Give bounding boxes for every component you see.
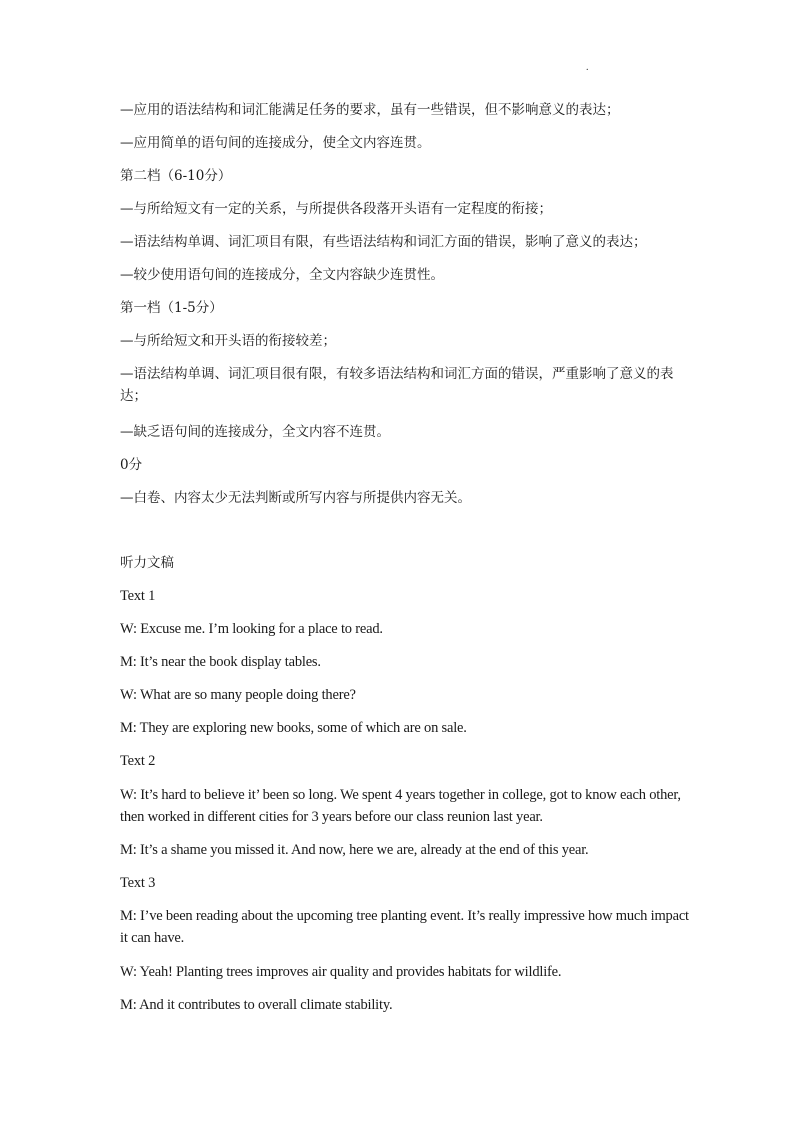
grading-line: —白卷、内容太少无法判断或所写内容与所提供内容无关。 <box>120 490 471 506</box>
grading-line: —与所给短文有一定的关系，与所提供各段落开头语有一定程度的衔接； <box>120 201 552 217</box>
transcript-text-label: Text 3 <box>120 875 156 891</box>
grading-line: —应用简单的语句间的连接成分，使全文内容连贯。 <box>120 135 431 151</box>
grading-line: —缺乏语句间的连接成分，全文内容不连贯。 <box>120 424 390 440</box>
grading-line: —语法结构单调、词汇项目有限，有些语法结构和词汇方面的错误，影响了意义的表达； <box>120 234 647 250</box>
grading-line: —与所给短文和开头语的衔接较差； <box>120 333 336 349</box>
transcript-line: W: It’s hard to believe it’ been so long. We spent 4 years together in college, got to know each other, then worked in different cities for 3 years before our class reunion last year. <box>120 787 681 825</box>
page-mark: . <box>586 62 589 73</box>
grading-tier-heading: 0分 <box>120 457 143 473</box>
transcript-line: M: I’ve been reading about the upcoming tree planting event. It’s really impressive how much impact it can have. <box>120 908 689 946</box>
grading-line: —较少使用语句间的连接成分，全文内容缺少连贯性。 <box>120 267 444 283</box>
transcript-heading: 听力文稿 <box>120 555 174 571</box>
transcript-line: W: Excuse me. I’m looking for a place to read. <box>120 621 383 637</box>
transcript-line: M: They are exploring new books, some of which are on sale. <box>120 720 467 736</box>
grading-tier-heading: 第一档（1-5分） <box>120 300 223 316</box>
transcript-line: W: Yeah! Planting trees improves air quality and provides habitats for wildlife. <box>120 964 562 980</box>
transcript-line: W: What are so many people doing there? <box>120 687 356 703</box>
grading-line: —语法结构单调、词汇项目很有限，有较多语法结构和词汇方面的错误，严重影响了意义的表达； <box>120 366 674 404</box>
transcript-line: M: It’s near the book display tables. <box>120 654 321 670</box>
transcript-line: M: And it contributes to overall climate stability. <box>120 997 393 1013</box>
grading-line: —应用的语法结构和词汇能满足任务的要求，虽有一些错误，但不影响意义的表达； <box>120 102 620 118</box>
transcript-line: M: It’s a shame you missed it. And now, here we are, already at the end of this year. <box>120 842 589 858</box>
transcript-text-label: Text 2 <box>120 753 156 769</box>
grading-tier-heading: 第二档（6-10分） <box>120 168 232 184</box>
transcript-text-label: Text 1 <box>120 588 156 604</box>
